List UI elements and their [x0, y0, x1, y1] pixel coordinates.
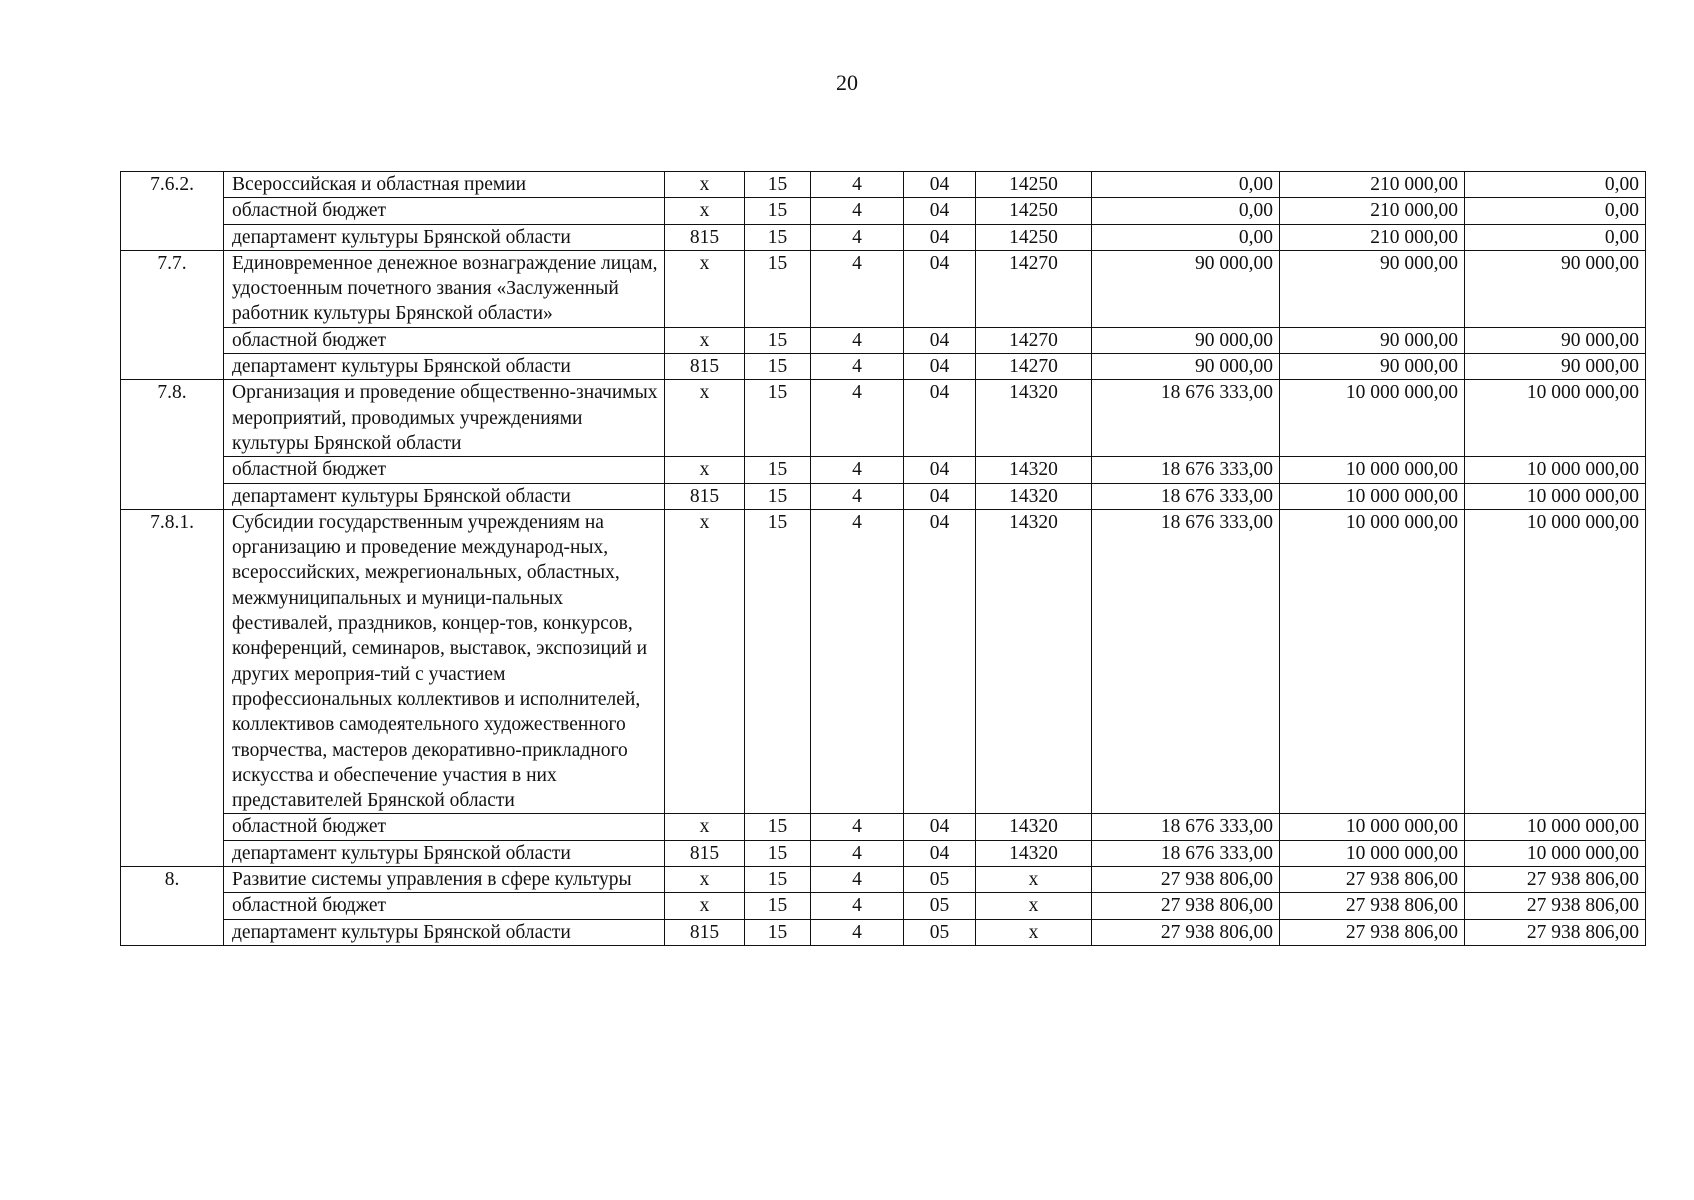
code-program: 15: [745, 457, 811, 483]
code-admin: 815: [665, 224, 745, 250]
code-program: 15: [745, 840, 811, 866]
code-admin: х: [665, 867, 745, 893]
amount-year-2: 27 938 806,00: [1280, 893, 1465, 919]
table-row: [121, 250, 1646, 327]
table-row: [121, 893, 1646, 919]
code-main-event: 04: [904, 840, 976, 866]
code-admin: х: [665, 198, 745, 224]
code-main-event: 04: [904, 354, 976, 380]
code-admin: х: [665, 172, 745, 198]
amount-year-1: 18 676 333,00: [1092, 380, 1280, 457]
item-description: Развитие системы управления в сфере культуры: [224, 867, 665, 893]
item-description: департамент культуры Брянской области: [224, 919, 665, 945]
amount-year-3: 0,00: [1465, 172, 1646, 198]
table-row: [121, 814, 1646, 840]
amount-year-2: 10 000 000,00: [1280, 457, 1465, 483]
amount-year-2: 210 000,00: [1280, 172, 1465, 198]
page-number: 20: [836, 70, 858, 95]
code-main-event: 04: [904, 483, 976, 509]
code-main-event: 04: [904, 814, 976, 840]
code-subprogram: 4: [811, 893, 904, 919]
code-main-event: 04: [904, 509, 976, 814]
amount-year-3: 90 000,00: [1465, 250, 1646, 327]
code-program: 15: [745, 867, 811, 893]
item-number: 8.: [121, 867, 224, 946]
item-description: Субсидии государственным учреждениям на организацию и проведение международ-ных, всероссийских, межрегиональных, областных, межмуниципальных и муници-пальных фестивалей, праздников, концер-тов, конкурсов, конференций, семинаров, выставок, экспозиций и других мероприя-тий с участием профессиональных коллективов и исполнителей, коллективов самодеятельного художественного творчества, мастеров декоративно-прикладного искусства и обеспечение участия в них представителей Брянской области: [224, 509, 665, 814]
amount-year-2: 210 000,00: [1280, 198, 1465, 224]
table-row: [121, 457, 1646, 483]
code-main-event: 04: [904, 250, 976, 327]
amount-year-3: 90 000,00: [1465, 327, 1646, 353]
table-row: [121, 509, 1646, 814]
code-direction: 14270: [976, 250, 1092, 327]
amount-year-1: 0,00: [1092, 198, 1280, 224]
amount-year-2: 90 000,00: [1280, 250, 1465, 327]
code-admin: х: [665, 457, 745, 483]
table-row: [121, 354, 1646, 380]
amount-year-1: 18 676 333,00: [1092, 509, 1280, 814]
code-main-event: 04: [904, 327, 976, 353]
amount-year-3: 0,00: [1465, 224, 1646, 250]
item-description: департамент культуры Брянской области: [224, 354, 665, 380]
amount-year-2: 10 000 000,00: [1280, 380, 1465, 457]
amount-year-2: 90 000,00: [1280, 327, 1465, 353]
amount-year-2: 27 938 806,00: [1280, 919, 1465, 945]
code-direction: 14250: [976, 198, 1092, 224]
item-description: Организация и проведение общественно-значимых мероприятий, проводимых учреждениями культуры Брянской области: [224, 380, 665, 457]
code-subprogram: 4: [811, 380, 904, 457]
amount-year-2: 10 000 000,00: [1280, 814, 1465, 840]
code-subprogram: 4: [811, 814, 904, 840]
item-description: департамент культуры Брянской области: [224, 840, 665, 866]
amount-year-3: 10 000 000,00: [1465, 483, 1646, 509]
code-direction: 14320: [976, 840, 1092, 866]
amount-year-3: 10 000 000,00: [1465, 380, 1646, 457]
item-description: департамент культуры Брянской области: [224, 483, 665, 509]
code-program: 15: [745, 224, 811, 250]
code-direction: 14320: [976, 509, 1092, 814]
amount-year-2: 10 000 000,00: [1280, 840, 1465, 866]
code-program: 15: [745, 509, 811, 814]
item-description: департамент культуры Брянской области: [224, 224, 665, 250]
code-program: 15: [745, 893, 811, 919]
item-number: 7.6.2.: [121, 172, 224, 251]
code-admin: х: [665, 814, 745, 840]
code-admin: 815: [665, 483, 745, 509]
item-number: 7.7.: [121, 250, 224, 379]
code-admin: х: [665, 250, 745, 327]
code-direction: х: [976, 867, 1092, 893]
code-direction: 14270: [976, 354, 1092, 380]
code-direction: 14320: [976, 380, 1092, 457]
code-program: 15: [745, 483, 811, 509]
amount-year-1: 18 676 333,00: [1092, 457, 1280, 483]
code-main-event: 04: [904, 172, 976, 198]
item-description: Всероссийская и областная премии: [224, 172, 665, 198]
amount-year-2: 27 938 806,00: [1280, 867, 1465, 893]
code-subprogram: 4: [811, 919, 904, 945]
amount-year-2: 10 000 000,00: [1280, 509, 1465, 814]
code-subprogram: 4: [811, 172, 904, 198]
amount-year-1: 18 676 333,00: [1092, 483, 1280, 509]
table-row: [121, 483, 1646, 509]
code-admin: х: [665, 380, 745, 457]
code-subprogram: 4: [811, 867, 904, 893]
code-program: 15: [745, 172, 811, 198]
code-subprogram: 4: [811, 457, 904, 483]
code-subprogram: 4: [811, 327, 904, 353]
amount-year-3: 10 000 000,00: [1465, 840, 1646, 866]
code-admin: 815: [665, 354, 745, 380]
code-program: 15: [745, 354, 811, 380]
amount-year-3: 27 938 806,00: [1465, 919, 1646, 945]
item-description: Единовременное денежное вознаграждение лицам, удостоенным почетного звания «Заслуженный работник культуры Брянской области»: [224, 250, 665, 327]
amount-year-3: 10 000 000,00: [1465, 457, 1646, 483]
item-description: областной бюджет: [224, 814, 665, 840]
code-main-event: 05: [904, 919, 976, 945]
item-number: 7.8.1.: [121, 509, 224, 866]
code-admin: х: [665, 509, 745, 814]
code-subprogram: 4: [811, 224, 904, 250]
table-row: [121, 224, 1646, 250]
amount-year-3: 0,00: [1465, 198, 1646, 224]
amount-year-2: 210 000,00: [1280, 224, 1465, 250]
code-program: 15: [745, 919, 811, 945]
code-direction: 14320: [976, 457, 1092, 483]
code-program: 15: [745, 814, 811, 840]
table-row: [121, 327, 1646, 353]
budget-table-body: [121, 172, 1646, 946]
code-direction: х: [976, 893, 1092, 919]
code-direction: 14250: [976, 172, 1092, 198]
code-program: 15: [745, 327, 811, 353]
table-row: [121, 172, 1646, 198]
code-subprogram: 4: [811, 250, 904, 327]
table-row: [121, 867, 1646, 893]
table-row: [121, 198, 1646, 224]
amount-year-1: 90 000,00: [1092, 327, 1280, 353]
amount-year-1: 27 938 806,00: [1092, 919, 1280, 945]
table-row: [121, 380, 1646, 457]
item-description: областной бюджет: [224, 327, 665, 353]
amount-year-3: 90 000,00: [1465, 354, 1646, 380]
item-description: областной бюджет: [224, 893, 665, 919]
amount-year-3: 10 000 000,00: [1465, 509, 1646, 814]
code-program: 15: [745, 380, 811, 457]
code-admin: 815: [665, 840, 745, 866]
item-description: областной бюджет: [224, 457, 665, 483]
code-direction: х: [976, 919, 1092, 945]
code-direction: 14270: [976, 327, 1092, 353]
code-subprogram: 4: [811, 483, 904, 509]
amount-year-1: 18 676 333,00: [1092, 840, 1280, 866]
code-admin: 815: [665, 919, 745, 945]
item-number: 7.8.: [121, 380, 224, 509]
amount-year-3: 27 938 806,00: [1465, 893, 1646, 919]
code-main-event: 04: [904, 457, 976, 483]
amount-year-3: 27 938 806,00: [1465, 867, 1646, 893]
code-direction: 14320: [976, 814, 1092, 840]
code-direction: 14250: [976, 224, 1092, 250]
code-main-event: 05: [904, 893, 976, 919]
table-row: [121, 840, 1646, 866]
amount-year-1: 18 676 333,00: [1092, 814, 1280, 840]
budget-table: [120, 171, 1646, 946]
code-subprogram: 4: [811, 198, 904, 224]
amount-year-3: 10 000 000,00: [1465, 814, 1646, 840]
code-subprogram: 4: [811, 840, 904, 866]
code-subprogram: 4: [811, 354, 904, 380]
amount-year-1: 0,00: [1092, 172, 1280, 198]
amount-year-1: 27 938 806,00: [1092, 867, 1280, 893]
code-subprogram: 4: [811, 509, 904, 814]
code-main-event: 04: [904, 198, 976, 224]
amount-year-1: 90 000,00: [1092, 250, 1280, 327]
code-program: 15: [745, 198, 811, 224]
code-admin: х: [665, 893, 745, 919]
code-admin: х: [665, 327, 745, 353]
code-main-event: 05: [904, 867, 976, 893]
amount-year-1: 27 938 806,00: [1092, 893, 1280, 919]
amount-year-2: 10 000 000,00: [1280, 483, 1465, 509]
amount-year-1: 90 000,00: [1092, 354, 1280, 380]
amount-year-2: 90 000,00: [1280, 354, 1465, 380]
amount-year-1: 0,00: [1092, 224, 1280, 250]
table-row: [121, 919, 1646, 945]
item-description: областной бюджет: [224, 198, 665, 224]
code-main-event: 04: [904, 224, 976, 250]
code-main-event: 04: [904, 380, 976, 457]
code-program: 15: [745, 250, 811, 327]
code-direction: 14320: [976, 483, 1092, 509]
